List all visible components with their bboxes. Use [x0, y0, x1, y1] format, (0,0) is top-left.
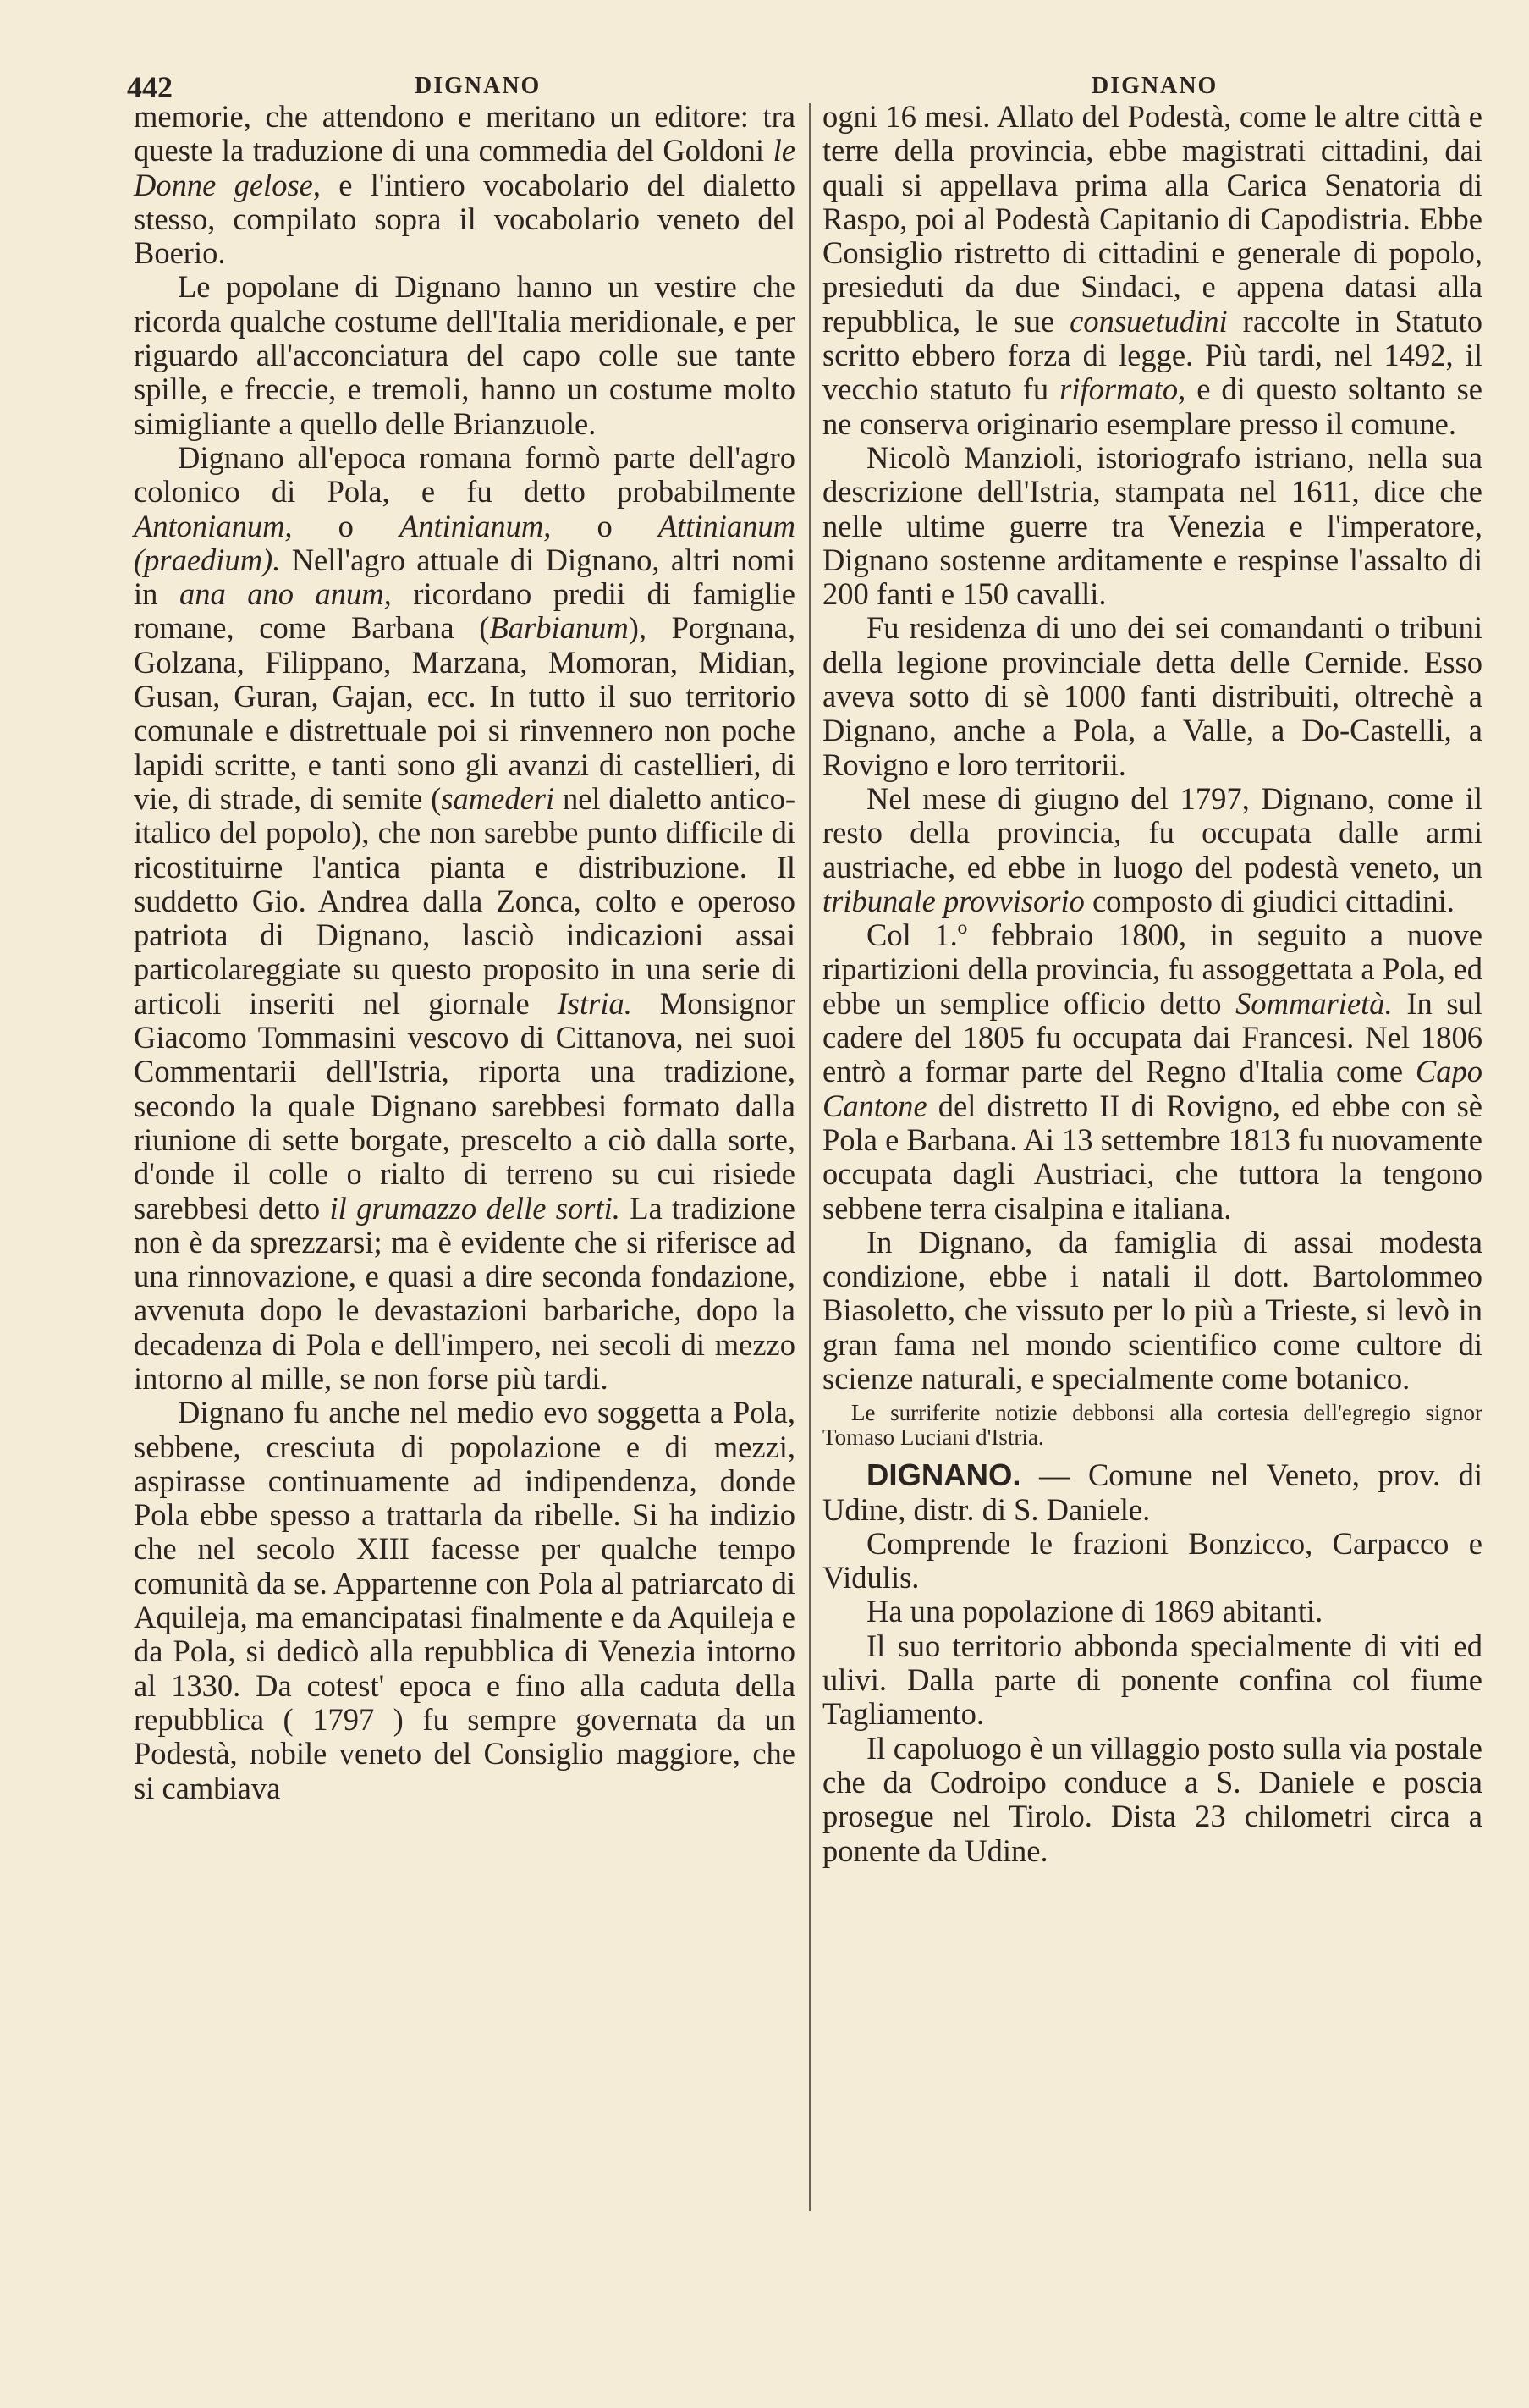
paragraph: Nel mese di giugno del 1797, Dignano, come il resto della provincia, fu occupata dalle armi austriache, ed ebbe in luogo del podestà veneto, un tribunale provvisorio composto di giudici cittadini.: [822, 780, 1482, 918]
entry-heading: DIGNANO.: [866, 1457, 1021, 1493]
paragraph: Col 1.º febbraio 1800, in seguito a nuove ripartizioni della provincia, fu assoggettata a Pola, ed ebbe un semplice officio detto Sommarietà. In sul cadere del 1805 fu occupata dai Francesi. Nel 1806 entrò a formar parte del Regno d'Italia come Capo Cantone del distretto II di Rovigno, ed ebbe con sè Pola e Barbana. Ai 13 settembre 1813 fu nuovamente occupata dagli Austriaci, che tuttora la tengono sebbene terra cisalpina e italiana.: [822, 917, 1483, 1226]
entry-paragraph: DIGNANO. — Comune nel Veneto, prov. di Udine, distr. di S. Daniele.: [822, 1457, 1482, 1527]
paragraph: Le popolane di Dignano hanno un vestire che ricorda qualche costume dell'Italia meridionale, e per riguardo all'acconciatura del capo colle sue tante spille, e freccie, e tremoli, hanno un costume molto simigliante a quello delle Brianzuole.: [134, 269, 795, 441]
footnote: Le surriferite notizie debbonsi alla cortesia dell'egregio signor Tomaso Luciani d'Istria.: [822, 1400, 1482, 1451]
paragraph: In Dignano, da famiglia di assai modesta condizione, ebbe i natali il dott. Bartolommeo Biasoletto, che vissuto per lo più a Trieste, si levò in gran fama nel mondo scientifico come cultore di scienze naturali, e specialmente come botanico.: [822, 1224, 1482, 1396]
left-column: [134, 100, 795, 1805]
paragraph: Comprende le frazioni Bonzicco, Carpacco e Vidulis.: [822, 1525, 1482, 1595]
running-title-left: DIGNANO: [415, 73, 542, 99]
running-title-right: DIGNANO: [1092, 73, 1218, 99]
paragraph: memorie, che attendono e meritano un editore: tra queste la traduzione di una commedia del Goldoni le Donne gelose, e l'intiero vocabolario del dialetto stesso, compilato sopra il vocabolario veneto del Boerio.: [134, 99, 795, 271]
page-number: 442: [127, 70, 173, 104]
paragraph: Ha una popolazione di 1869 abitanti.: [866, 1594, 1323, 1629]
paragraph: Dignano fu anche nel medio evo soggetta a Pola, sebbene, cresciuta di popolazione e di mezzi, aspirasse continuamente ad indipendenza, donde Pola ebbe spesso a trattarla da ribelle. Si ha indizio che nel secolo XIII facesse per qualche tempo comunità da se. Appartenne con Pola al patriarcato di Aquileja, ma emancipatasi finalmente e da Aquileja e da Pola, si dedicò alla repubblica di Venezia intorno al 1330. Da cotest' epoca e fino alla caduta della repubblica ( 1797 ) fu sempre governata da un Podestà, nobile veneto del Consiglio maggiore, che si cambiava: [134, 1395, 795, 1805]
paragraph: ogni 16 mesi. Allato del Podestà, come le altre città e terre della provincia, ebbe magistrati cittadini, dai quali si appellava prima alla Carica Senatoria di Raspo, poi al Podestà Capitanio di Capodistria. Ebbe Consiglio ristretto di cittadini e generale di popolo, presieduti da due Sindaci, e appena datasi alla repubblica, le sue consuetudini raccolte in Statuto scritto ebbero forza di legge. Più tardi, nel 1492, il vecchio statuto fu riformato, e di questo soltanto se ne conserva originario esemplare presso il comune.: [822, 99, 1482, 441]
column-divider: [809, 103, 811, 2211]
paragraph: Dignano all'epoca romana formò parte dell'agro colonico di Pola, e fu detto probabilmente Antonianum, o Antinianum, o Attinianum (praedium). Nell'agro attuale di Dignano, altri nomi in ana ano anum, ricordano predii di famiglie romane, come Barbana (Barbianum), Porgnana, Golzana, Filippano, Marzana, Momoran, Midian, Gusan, Guran, Gajan, ecc. In tutto il suo territorio comunale e distrettuale poi si rinvennero non poche lapidi scritte, e tanti sono gli avanzi di castellieri, di vie, di strade, di semite (samederi nel dialetto antico-italico del popolo), che non sarebbe punto difficile di ricostituirne l'antica pianta e distribuzione. Il suddetto Gio. Andrea dalla Zonca, colto e operoso patriota di Dignano, lasciò indicazioni assai particolareggiate su questo proposito in una serie di articoli inseriti nel giornale Istria. Monsignor Giacomo Tommasini vescovo di Cittanova, nei suoi Commentarii dell'Istria, riporta una tradizione, secondo la quale Dignano sarebbesi formato dalla riunione di sette borgate, prescelto a ciò dalla sorte, d'onde il colle o rialto di terreno su cui risiede sarebbesi detto il grumazzo delle sorti. La tradizione non è da sprezzarsi; ma è evidente che si riferisce ad una rinnovazione, e quasi a dire seconda fondazione, avvenuta dopo le devastazioni barbariche, dopo la decadenza di Pola e dell'impero, nei secoli di mezzo intorno al mille, se non forse più tardi.: [134, 439, 796, 1396]
paragraph: Il capoluogo è un villaggio posto sulla via postale che da Codroipo conduce a S. Daniele e poscia prosegue nel Tirolo. Dista 23 chilometri circa a ponente da Udine.: [822, 1730, 1482, 1868]
paragraph: Fu residenza di uno dei sei comandanti o tribuni della legione provinciale detta delle Cernide. Esso aveva sotto di sè 1000 fanti distribuiti, oltrechè a Dignano, anche a Pola, a Valle, a Do-Castelli, a Rovigno e loro territorii.: [822, 610, 1482, 782]
paragraph: Il suo territorio abbonda specialmente di viti ed ulivi. Dalla parte di ponente confina col fiume Tagliamento.: [822, 1628, 1482, 1732]
right-column: [822, 100, 1482, 1868]
paragraph: Nicolò Manzioli, istoriografo istriano, nella sua descrizione dell'Istria, stampata nel 1611, dice che nelle ultime guerre tra Venezia e l'imperatore, Dignano sostenne arditamente e respinse l'assalto di 200 fanti e 150 cavalli.: [822, 439, 1482, 612]
